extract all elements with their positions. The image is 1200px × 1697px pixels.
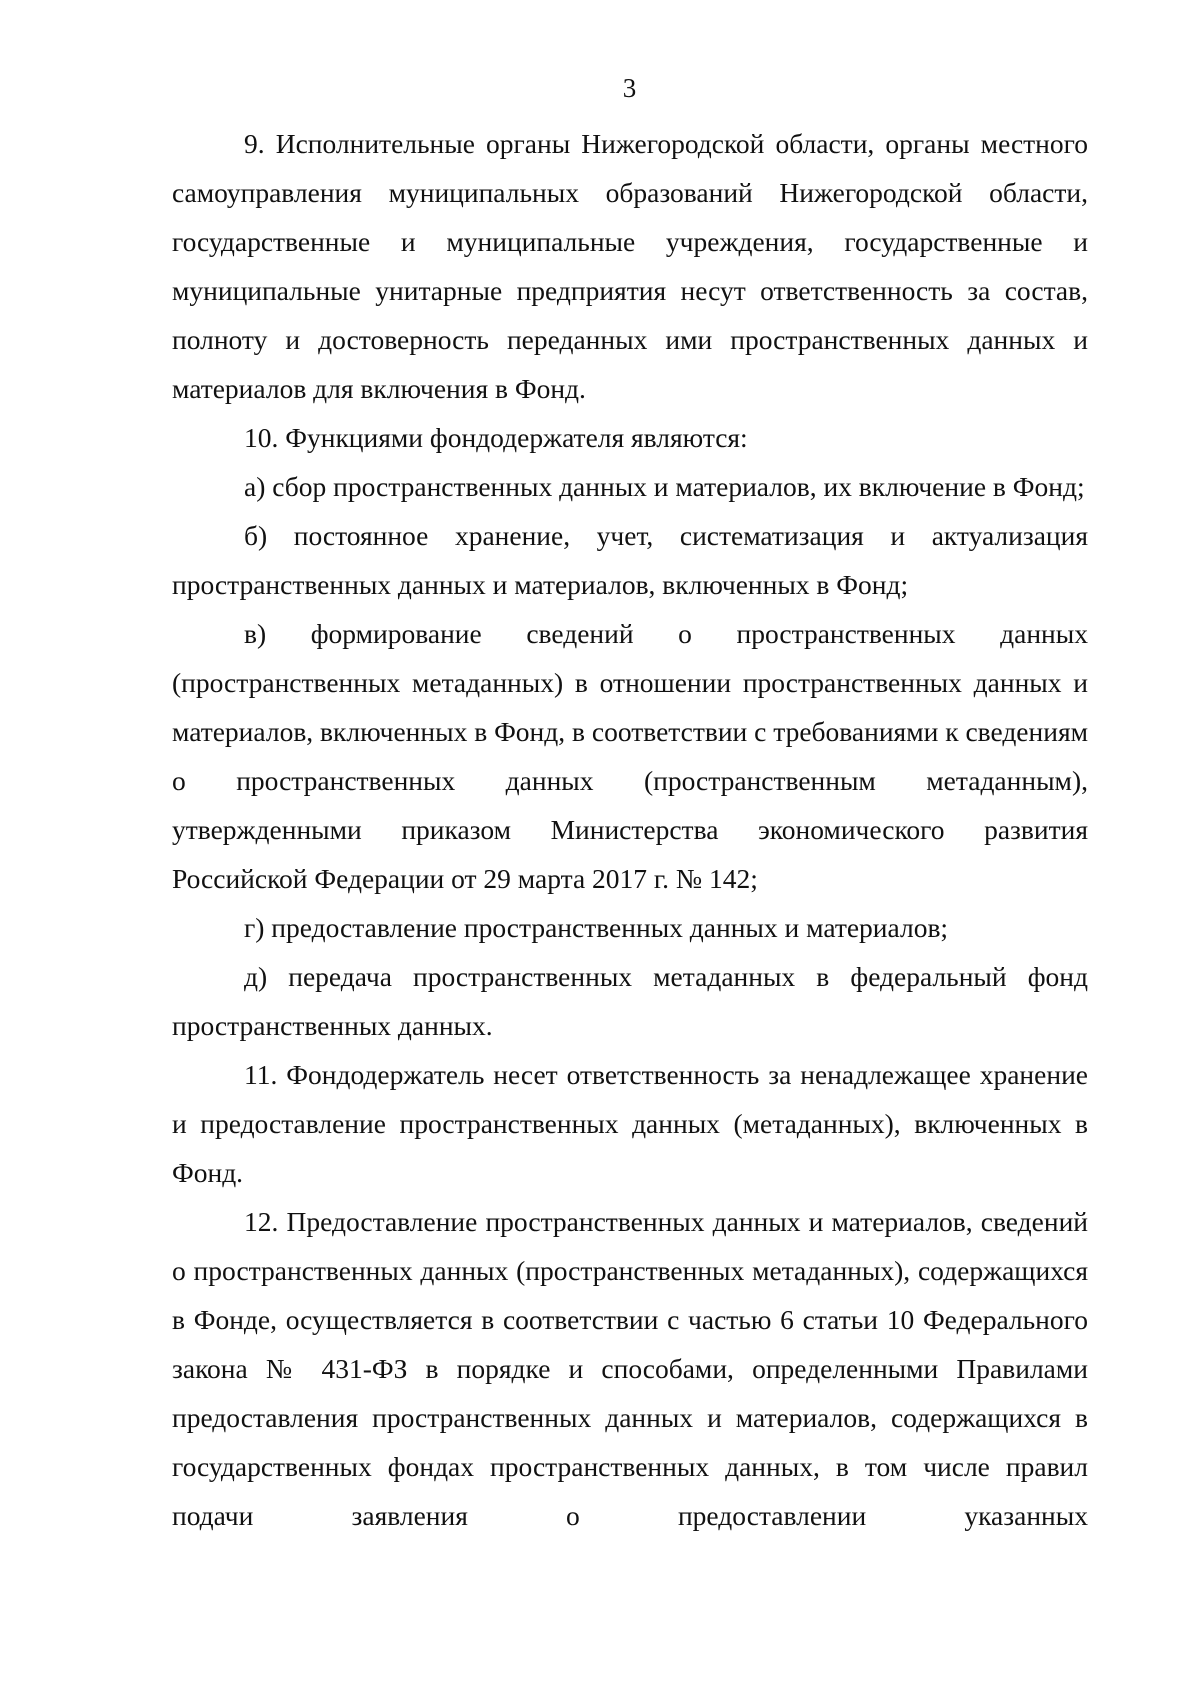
document-body [172,119,1088,1540]
paragraph-10: 10. Функциями фондодержателя являются: [244,422,748,453]
page-number: 3 [622,73,637,103]
paragraph-11: 11. Фондодержатель несет ответственность за ненадлежащее хранение и предоставление пространственных данных (метаданных), включенных в Фонд. [172,1059,1088,1188]
paragraph-10-d: д) передача пространственных метаданных в федеральный фонд пространственных данных. [172,961,1088,1041]
paragraph-10-g: г) предоставление пространственных данных и материалов; [244,912,949,943]
paragraph-10-b: б) постоянное хранение, учет, систематизация и актуализация пространственных данных и материалов, включенных в Фонд; [172,520,1088,600]
paragraph-9: 9. Исполнительные органы Нижегородской области, органы местного самоуправления муниципальных образований Нижегородской области, государственные и муниципальные учреждения, государственные и муниципальные унитарные предприятия несут ответственность за состав, полноту и достоверность переданных ими пространственных данных и материалов для включения в Фонд. [172,128,1088,404]
paragraph-10-v: в) формирование сведений о пространственных данных (пространственных метаданных) в отношении пространственных данных и материалов, включенных в Фонд, в соответствии с требованиями к сведениям о пространственных данных (пространственным метаданным), утвержденными приказом Министерства экономического развития Российской Федерации от 29 марта 2017 г. № 142; [172,618,1088,894]
paragraph-12: 12. Предоставление пространственных данных и материалов, сведений о пространственных данных (пространственных метаданных), содержащихся в Фонде, осуществляется в соответствии с частью 6 статьи 10 Федерального закона № 431-ФЗ в порядке и способами, определенными Правилами предоставления пространственных данных и материалов, содержащихся в государственных фондах пространственных данных, в том числе правил подачи заявления о предоставлении указанных [172,1206,1088,1531]
paragraph-10-a: а) сбор пространственных данных и материалов, их включение в Фонд; [244,471,1085,502]
